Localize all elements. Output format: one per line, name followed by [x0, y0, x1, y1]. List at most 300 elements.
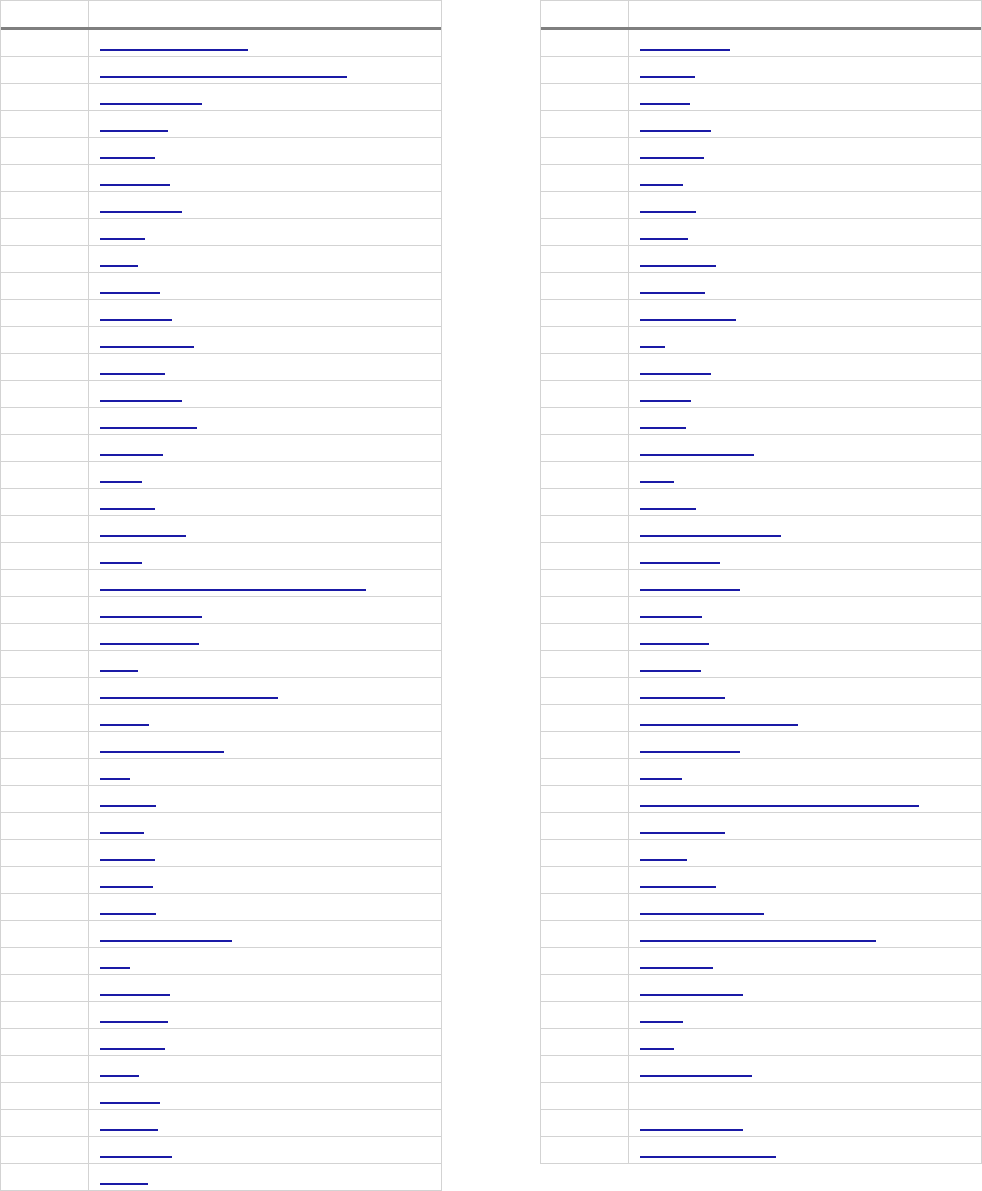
- table-row: [541, 489, 981, 516]
- table-row: [541, 678, 981, 705]
- row-link[interactable]: [640, 184, 683, 186]
- table-cell-link: [629, 435, 981, 461]
- table-cell-link: [629, 921, 981, 947]
- table-row: [1, 840, 441, 867]
- table-cell-first: [1, 678, 89, 704]
- row-link[interactable]: [640, 211, 696, 213]
- table-row: [541, 381, 981, 408]
- row-link[interactable]: [640, 562, 720, 564]
- table-cell-link: [629, 300, 981, 326]
- table-cell-first: [1, 219, 89, 245]
- row-link[interactable]: [640, 130, 711, 132]
- table-cell-link: [629, 246, 981, 272]
- table-cell-link: [629, 732, 981, 758]
- table-row: [541, 705, 981, 732]
- table-row: [541, 246, 981, 273]
- table-cell-link: [629, 381, 981, 407]
- table-cell-link: [629, 867, 981, 893]
- row-link[interactable]: [640, 724, 798, 726]
- table-cell-first: [1, 84, 89, 110]
- table-cell-first: [1, 408, 89, 434]
- table-cell-first: [1, 921, 89, 947]
- row-link[interactable]: [100, 1183, 148, 1185]
- table-row: [541, 732, 981, 759]
- table-row: [541, 1029, 981, 1056]
- table-row: [1, 489, 441, 516]
- table-row: [1, 165, 441, 192]
- row-link[interactable]: [640, 400, 691, 402]
- row-link[interactable]: [100, 238, 145, 240]
- table-row: [1, 435, 441, 462]
- table-cell-link: [629, 516, 981, 542]
- table-cell-link: [89, 435, 441, 461]
- table-row: [541, 975, 981, 1002]
- table-cell-link: [629, 57, 981, 83]
- row-link[interactable]: [100, 535, 186, 537]
- row-link[interactable]: [640, 76, 695, 78]
- table-cell-link: [629, 489, 981, 515]
- row-link[interactable]: [100, 49, 248, 51]
- table-row: [541, 408, 981, 435]
- table-cell-link: [89, 867, 441, 893]
- row-link[interactable]: [100, 670, 138, 672]
- table-cell-link: [89, 678, 441, 704]
- table-cell-link: [629, 30, 981, 56]
- table-cell-link: [629, 840, 981, 866]
- table-row: [1, 1002, 441, 1029]
- table-cell-first: [1, 1056, 89, 1082]
- row-link[interactable]: [640, 292, 705, 294]
- table-cell-link: [629, 219, 981, 245]
- row-link[interactable]: [640, 535, 781, 537]
- table-cell-link: [89, 138, 441, 164]
- table-row: [1, 30, 441, 57]
- table-cell-link: [89, 786, 441, 812]
- table-row: [1, 516, 441, 543]
- table-cell-link: [89, 1137, 441, 1163]
- row-link[interactable]: [100, 481, 142, 483]
- table-row: [541, 1137, 981, 1164]
- table-cell-link: [629, 786, 981, 812]
- table-cell-link: [89, 1002, 441, 1028]
- table-cell-link: [89, 57, 441, 83]
- table-cell-first: [1, 1083, 89, 1109]
- table-cell-first: [541, 30, 629, 56]
- table-row: [541, 759, 981, 786]
- table-row: [541, 921, 981, 948]
- table-row: [541, 894, 981, 921]
- row-link[interactable]: [100, 1048, 165, 1050]
- table-cell-first: [541, 1110, 629, 1136]
- table-cell-first: [1, 381, 89, 407]
- table-cell-link: [89, 111, 441, 137]
- row-link[interactable]: [640, 508, 696, 510]
- table-cell-first: [541, 489, 629, 515]
- table-row: [1, 813, 441, 840]
- row-link[interactable]: [640, 238, 688, 240]
- row-link[interactable]: [640, 373, 711, 375]
- table-cell-link: [629, 165, 981, 191]
- table-cell-link: [629, 462, 981, 488]
- table-cell-first: [541, 1137, 629, 1163]
- row-link[interactable]: [640, 1048, 674, 1050]
- table-cell-link: [629, 975, 981, 1001]
- row-link[interactable]: [100, 400, 182, 402]
- table-cell-link: [629, 678, 981, 704]
- table-row: [541, 786, 981, 813]
- table-cell-first: [541, 759, 629, 785]
- table-cell-first: [541, 327, 629, 353]
- table-cell-first: [1, 651, 89, 677]
- table-cell-first: [541, 462, 629, 488]
- column-header: [541, 1, 629, 27]
- row-link[interactable]: [640, 751, 740, 753]
- table-row: [1, 246, 441, 273]
- row-link[interactable]: [100, 913, 156, 915]
- table-cell-first: [1, 543, 89, 569]
- table-row: [1, 273, 441, 300]
- table-cell-link: [629, 327, 981, 353]
- row-link[interactable]: [100, 211, 182, 213]
- table-cell-link: [89, 732, 441, 758]
- row-link[interactable]: [100, 427, 197, 429]
- table-header: [541, 0, 981, 30]
- table-cell-first: [1, 786, 89, 812]
- table-cell-first: [541, 867, 629, 893]
- row-link[interactable]: [100, 724, 149, 726]
- table-cell-first: [1, 327, 89, 353]
- table-cell-link: [89, 840, 441, 866]
- row-link[interactable]: [100, 994, 170, 996]
- row-link[interactable]: [100, 859, 155, 861]
- table-cell-first: [1, 246, 89, 272]
- table-row: [541, 597, 981, 624]
- table-row: [1, 354, 441, 381]
- table-cell-link: [89, 543, 441, 569]
- table-cell-link: [629, 1002, 981, 1028]
- row-link[interactable]: [640, 1075, 752, 1077]
- table-cell-first: [541, 543, 629, 569]
- table-row: [1, 786, 441, 813]
- table-row: [541, 300, 981, 327]
- table-cell-first: [541, 57, 629, 83]
- row-link[interactable]: [640, 886, 716, 888]
- table-row: [1, 975, 441, 1002]
- table-row: [1, 84, 441, 111]
- row-link[interactable]: [640, 157, 704, 159]
- table-cell-first: [541, 1029, 629, 1055]
- row-link[interactable]: [100, 346, 194, 348]
- table-cell-link: [89, 1110, 441, 1136]
- table-cell-link: [89, 273, 441, 299]
- table-cell-link: [89, 408, 441, 434]
- table-cell-first: [1, 570, 89, 596]
- row-link[interactable]: [100, 157, 155, 159]
- table-row: [541, 1110, 981, 1137]
- row-link[interactable]: [100, 643, 199, 645]
- row-link[interactable]: [640, 49, 730, 51]
- table-row: [541, 327, 981, 354]
- row-link[interactable]: [100, 373, 165, 375]
- table-cell-link: [89, 651, 441, 677]
- table-cell-first: [541, 894, 629, 920]
- table-cell-first: [1, 1110, 89, 1136]
- table-row: [541, 273, 981, 300]
- table-cell-first: [541, 84, 629, 110]
- table-cell-first: [1, 975, 89, 1001]
- table-row: [1, 462, 441, 489]
- row-link[interactable]: [640, 832, 725, 834]
- row-link[interactable]: [100, 1021, 168, 1023]
- table-row: [1, 570, 441, 597]
- table-row: [1, 111, 441, 138]
- row-link[interactable]: [100, 562, 142, 564]
- row-link[interactable]: [100, 832, 144, 834]
- table-cell-link: [629, 273, 981, 299]
- table-cell-first: [1, 192, 89, 218]
- table-row: [541, 867, 981, 894]
- row-link[interactable]: [100, 940, 232, 942]
- row-link[interactable]: [640, 967, 713, 969]
- table-cell-link: [89, 516, 441, 542]
- table-cell-link: [629, 813, 981, 839]
- row-link[interactable]: [100, 751, 224, 753]
- table-cell-link: [89, 1164, 441, 1190]
- table-cell-link: [89, 30, 441, 56]
- table-cell-link: [629, 759, 981, 785]
- table-cell-first: [1, 867, 89, 893]
- table-cell-first: [1, 1002, 89, 1028]
- table-cell-link: [89, 192, 441, 218]
- table-row: [1, 651, 441, 678]
- table-cell-first: [1, 948, 89, 974]
- table-cell-link: [629, 111, 981, 137]
- row-link[interactable]: [100, 319, 172, 321]
- table-cell-first: [541, 246, 629, 272]
- table-row: [1, 1164, 441, 1191]
- table-cell-first: [1, 1164, 89, 1190]
- table-cell-first: [541, 408, 629, 434]
- table-cell-first: [541, 840, 629, 866]
- table-row: [541, 84, 981, 111]
- table-cell-first: [541, 732, 629, 758]
- table-cell-link: [89, 705, 441, 731]
- table-cell-link: [89, 84, 441, 110]
- table-cell-link: [89, 381, 441, 407]
- table-cell-first: [541, 921, 629, 947]
- table-row: [541, 570, 981, 597]
- table-cell-link: [629, 1137, 981, 1163]
- table-row: [1, 1137, 441, 1164]
- table-cell-link: [629, 570, 981, 596]
- table-cell-first: [541, 1056, 629, 1082]
- row-link[interactable]: [640, 319, 736, 321]
- table-cell-link: [89, 597, 441, 623]
- row-link[interactable]: [640, 265, 716, 267]
- table-cell-first: [1, 732, 89, 758]
- table-cell-link: [89, 894, 441, 920]
- row-link[interactable]: [640, 589, 740, 591]
- row-link[interactable]: [100, 616, 202, 618]
- table-header: [1, 0, 441, 30]
- table-cell-first: [1, 354, 89, 380]
- table-row: [1, 894, 441, 921]
- table-cell-link: [629, 948, 981, 974]
- table-cell-link: [89, 1083, 441, 1109]
- table-cell-first: [541, 219, 629, 245]
- table-cell-link: [629, 894, 981, 920]
- table-cell-first: [541, 111, 629, 137]
- table-row: [541, 462, 981, 489]
- row-link[interactable]: [100, 265, 138, 267]
- row-link[interactable]: [100, 697, 278, 699]
- row-link[interactable]: [100, 805, 156, 807]
- table-body: [541, 30, 981, 1164]
- table-row: [541, 354, 981, 381]
- table-cell-link: [89, 489, 441, 515]
- table-row: [1, 327, 441, 354]
- row-link[interactable]: [640, 805, 919, 807]
- table-row: [1, 543, 441, 570]
- table-row: [1, 867, 441, 894]
- table-cell-first: [541, 813, 629, 839]
- table-row: [1, 192, 441, 219]
- row-link[interactable]: [100, 103, 202, 105]
- row-link[interactable]: [100, 1102, 160, 1104]
- data-table-right: [540, 0, 982, 1164]
- table-row: [1, 138, 441, 165]
- table-cell-first: [1, 462, 89, 488]
- table-cell-first: [1, 1029, 89, 1055]
- row-link[interactable]: [640, 481, 674, 483]
- table-row: [541, 948, 981, 975]
- table-row: [1, 1056, 441, 1083]
- row-link[interactable]: [100, 1075, 139, 1077]
- row-link[interactable]: [640, 778, 682, 780]
- row-link[interactable]: [640, 1156, 776, 1158]
- table-cell-first: [1, 165, 89, 191]
- table-cell-link: [629, 624, 981, 650]
- table-cell-first: [1, 30, 89, 56]
- row-link[interactable]: [100, 778, 130, 780]
- row-link[interactable]: [100, 589, 366, 591]
- table-row: [1, 381, 441, 408]
- table-cell-link: [89, 354, 441, 380]
- table-cell-link: [89, 813, 441, 839]
- table-cell-link: [629, 543, 981, 569]
- table-cell-first: [541, 678, 629, 704]
- table-cell-first: [541, 786, 629, 812]
- table-cell-link: [89, 327, 441, 353]
- table-cell-first: [1, 300, 89, 326]
- table-cell-link: [629, 408, 981, 434]
- table-cell-first: [541, 597, 629, 623]
- row-link[interactable]: [640, 346, 665, 348]
- table-cell-link: [629, 705, 981, 731]
- row-link[interactable]: [640, 994, 743, 996]
- table-cell-first: [541, 1002, 629, 1028]
- row-link[interactable]: [100, 1156, 172, 1158]
- row-link[interactable]: [640, 940, 876, 942]
- table-cell-link: [89, 759, 441, 785]
- row-link[interactable]: [100, 508, 155, 510]
- table-row: [541, 192, 981, 219]
- data-table-left: [0, 0, 442, 1191]
- table-cell-link: [89, 219, 441, 245]
- row-link[interactable]: [640, 859, 687, 861]
- table-cell-first: [1, 489, 89, 515]
- table-cell-first: [1, 813, 89, 839]
- table-cell-link: [89, 921, 441, 947]
- table-row: [1, 948, 441, 975]
- table-row: [541, 1083, 981, 1110]
- table-cell-first: [1, 759, 89, 785]
- table-cell-first: [541, 273, 629, 299]
- row-link[interactable]: [100, 454, 163, 456]
- row-link[interactable]: [640, 1021, 683, 1023]
- row-link[interactable]: [100, 292, 160, 294]
- table-cell-first: [541, 1083, 629, 1109]
- row-link[interactable]: [100, 1129, 158, 1131]
- table-row: [1, 732, 441, 759]
- row-link[interactable]: [100, 76, 347, 78]
- table-cell-first: [1, 1137, 89, 1163]
- row-link[interactable]: [640, 643, 709, 645]
- row-link[interactable]: [640, 670, 701, 672]
- table-cell-first: [1, 624, 89, 650]
- table-row: [1, 408, 441, 435]
- table-row: [1, 678, 441, 705]
- row-link[interactable]: [640, 454, 754, 456]
- row-link[interactable]: [640, 103, 690, 105]
- row-link[interactable]: [640, 697, 725, 699]
- table-cell-link: [89, 246, 441, 272]
- table-row: [1, 759, 441, 786]
- table-row: [1, 597, 441, 624]
- table-cell-first: [541, 570, 629, 596]
- row-link[interactable]: [100, 886, 153, 888]
- row-link[interactable]: [100, 184, 170, 186]
- table-cell-link: [629, 192, 981, 218]
- table-cell-link: [89, 462, 441, 488]
- column-header: [629, 1, 981, 27]
- table-cell-link: [629, 84, 981, 110]
- table-row: [541, 57, 981, 84]
- table-row: [541, 435, 981, 462]
- table-row: [1, 300, 441, 327]
- table-cell-link: [629, 138, 981, 164]
- table-row: [541, 624, 981, 651]
- table-cell-first: [541, 381, 629, 407]
- table-row: [541, 813, 981, 840]
- table-cell-first: [1, 705, 89, 731]
- table-row: [541, 516, 981, 543]
- table-cell-first: [1, 57, 89, 83]
- row-link[interactable]: [640, 616, 702, 618]
- table-cell-link: [89, 165, 441, 191]
- row-link[interactable]: [640, 913, 764, 915]
- row-link[interactable]: [640, 427, 686, 429]
- table-cell-link: [89, 300, 441, 326]
- table-cell-first: [541, 138, 629, 164]
- table-cell-first: [1, 273, 89, 299]
- table-cell-link: [89, 1029, 441, 1055]
- table-cell-first: [541, 165, 629, 191]
- row-link[interactable]: [100, 967, 130, 969]
- row-link[interactable]: [640, 1129, 743, 1131]
- table-cell-link: [629, 597, 981, 623]
- row-link[interactable]: [100, 130, 168, 132]
